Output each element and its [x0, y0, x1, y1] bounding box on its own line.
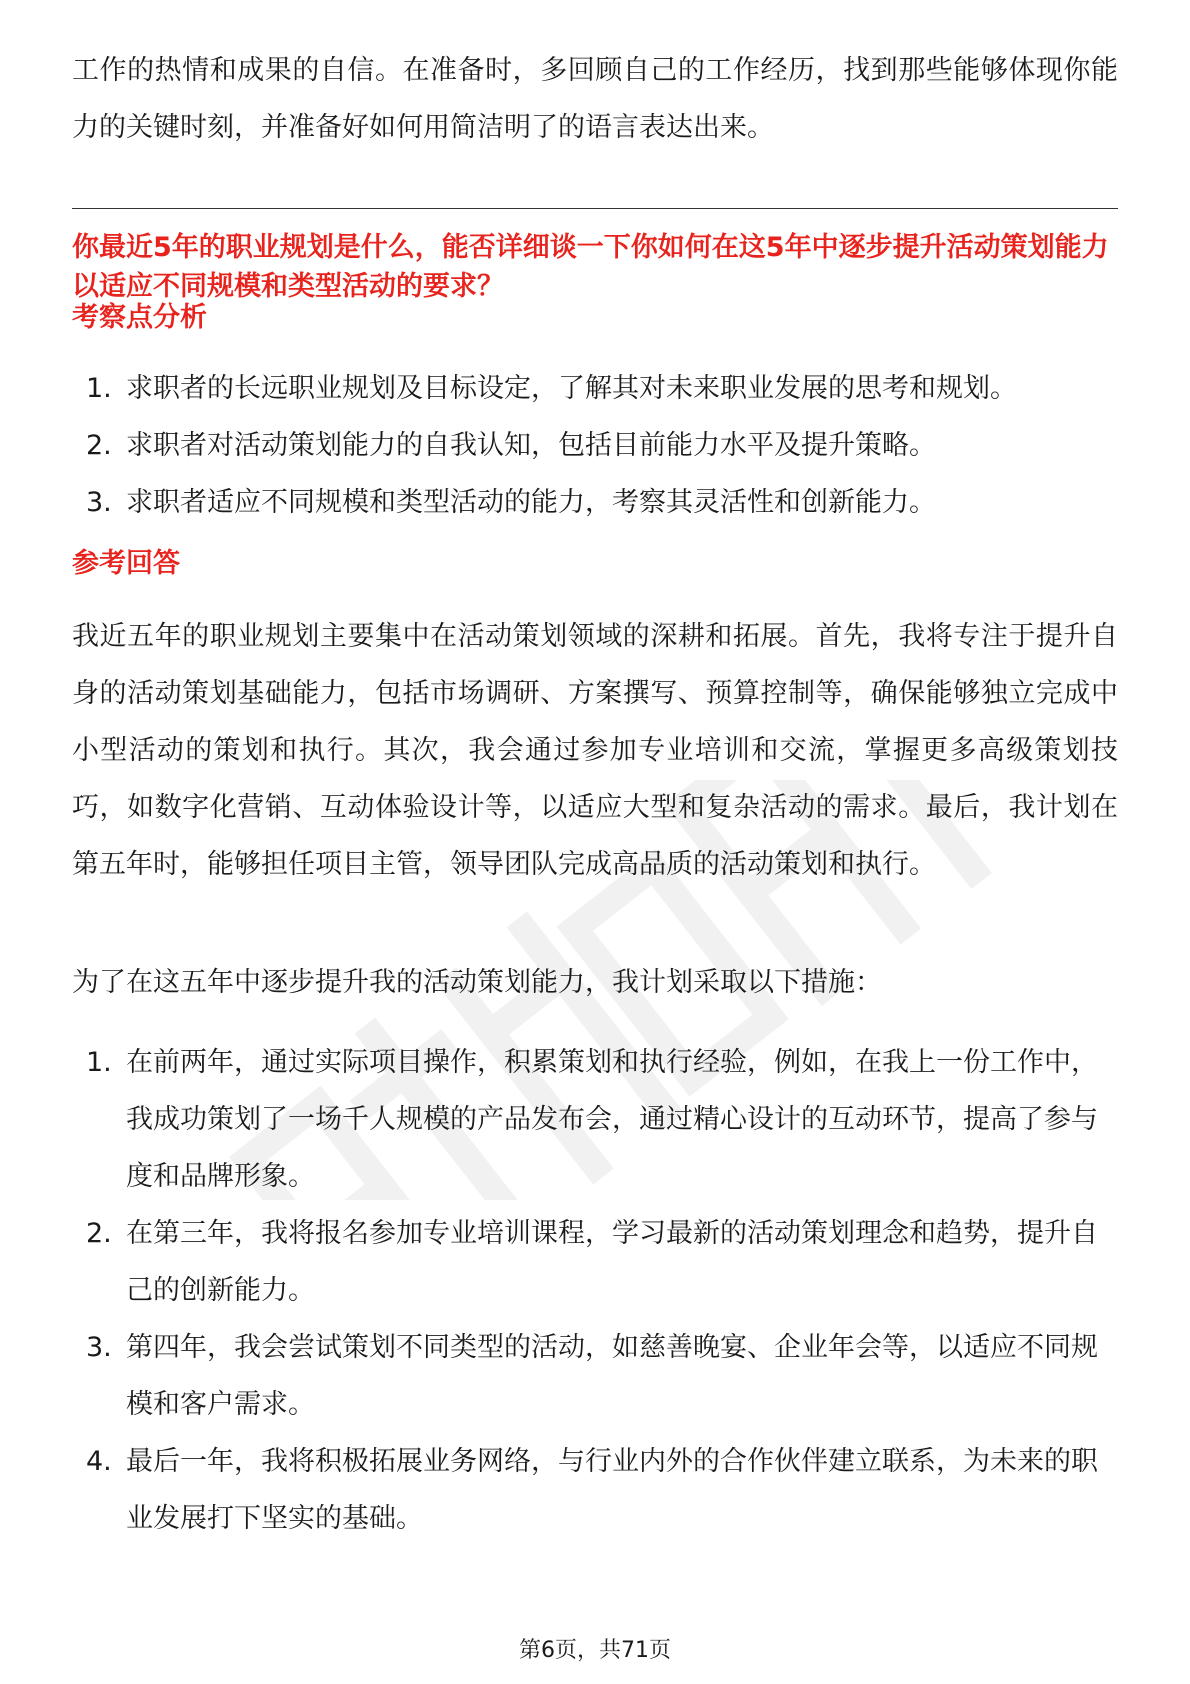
- list-text: 求职者适应不同规模和类型活动的能力，考察其灵活性和创新能力。: [126, 487, 936, 518]
- list-number: 2.: [86, 1218, 112, 1249]
- list-item: [72, 1319, 1118, 1433]
- list-text: 在第三年，我将报名参加专业培训课程，学习最新的活动策划理念和趋势，提升自己的创新能力。: [126, 1218, 1098, 1306]
- list-number: 2.: [86, 430, 112, 461]
- page-number-footer: 第6页，共71页: [519, 1638, 671, 1663]
- list-item: [72, 1034, 1118, 1205]
- list-text: 最后一年，我将积极拓展业务网络，与行业内外的合作伙伴建立联系，为未来的职业发展打下坚实的基础。: [126, 1446, 1098, 1534]
- list-number: 3.: [86, 487, 112, 518]
- section-divider: [72, 208, 1118, 209]
- measures-list: [72, 1034, 1118, 1547]
- analysis-heading: 考察点分析: [72, 302, 207, 333]
- list-item: [72, 417, 1118, 474]
- list-number: 1.: [86, 1047, 112, 1078]
- analysis-list: [72, 360, 1118, 531]
- list-item: [72, 1433, 1118, 1547]
- list-text: 求职者对活动策划能力的自我认知，包括目前能力水平及提升策略。: [126, 430, 936, 461]
- list-text: 第四年，我会尝试策划不同类型的活动，如慈善晚宴、企业年会等，以适应不同规模和客户需求。: [126, 1332, 1098, 1420]
- list-item: [72, 474, 1118, 531]
- list-number: 1.: [86, 373, 112, 404]
- answer-heading: 参考回答: [72, 548, 180, 579]
- list-item: [72, 360, 1118, 417]
- list-item: [72, 1205, 1118, 1319]
- list-number: 3.: [86, 1332, 112, 1363]
- list-number: 4.: [86, 1446, 112, 1477]
- document-page: [72, 0, 1118, 1684]
- list-text: 求职者的长远职业规划及目标设定，了解其对未来职业发展的思考和规划。: [126, 373, 1017, 404]
- answer-paragraph-1: 我近五年的职业规划主要集中在活动策划领域的深耕和拓展。首先，我将专注于提升自身的活动策划基础能力，包括市场调研、方案撰写、预算控制等，确保能够独立完成中小型活动的策划和执行。其次，我会通过参加专业培训和交流，掌握更多高级策划技巧，如数字化营销、互动体验设计等，以适应大型和复杂活动的需求。最后，我计划在第五年时，能够担任项目主管，领导团队完成高品质的活动策划和执行。: [72, 621, 1118, 880]
- answer-paragraph-2: 为了在这五年中逐步提升我的活动策划能力，我计划采取以下措施：: [72, 967, 882, 998]
- question-heading: 你最近5年的职业规划是什么，能否详细谈一下你如何在这5年中逐步提升活动策划能力以适应不同规模和类型活动的要求？: [72, 232, 1109, 302]
- list-text: 在前两年，通过实际项目操作，积累策划和执行经验，例如，在我上一份工作中，我成功策划了一场千人规模的产品发布会，通过精心设计的互动环节，提高了参与度和品牌形象。: [126, 1047, 1098, 1192]
- intro-paragraph: 工作的热情和成果的自信。在准备时，多回顾自己的工作经历，找到那些能够体现你能力的关键时刻，并准备好如何用简洁明了的语言表达出来。: [72, 55, 1118, 143]
